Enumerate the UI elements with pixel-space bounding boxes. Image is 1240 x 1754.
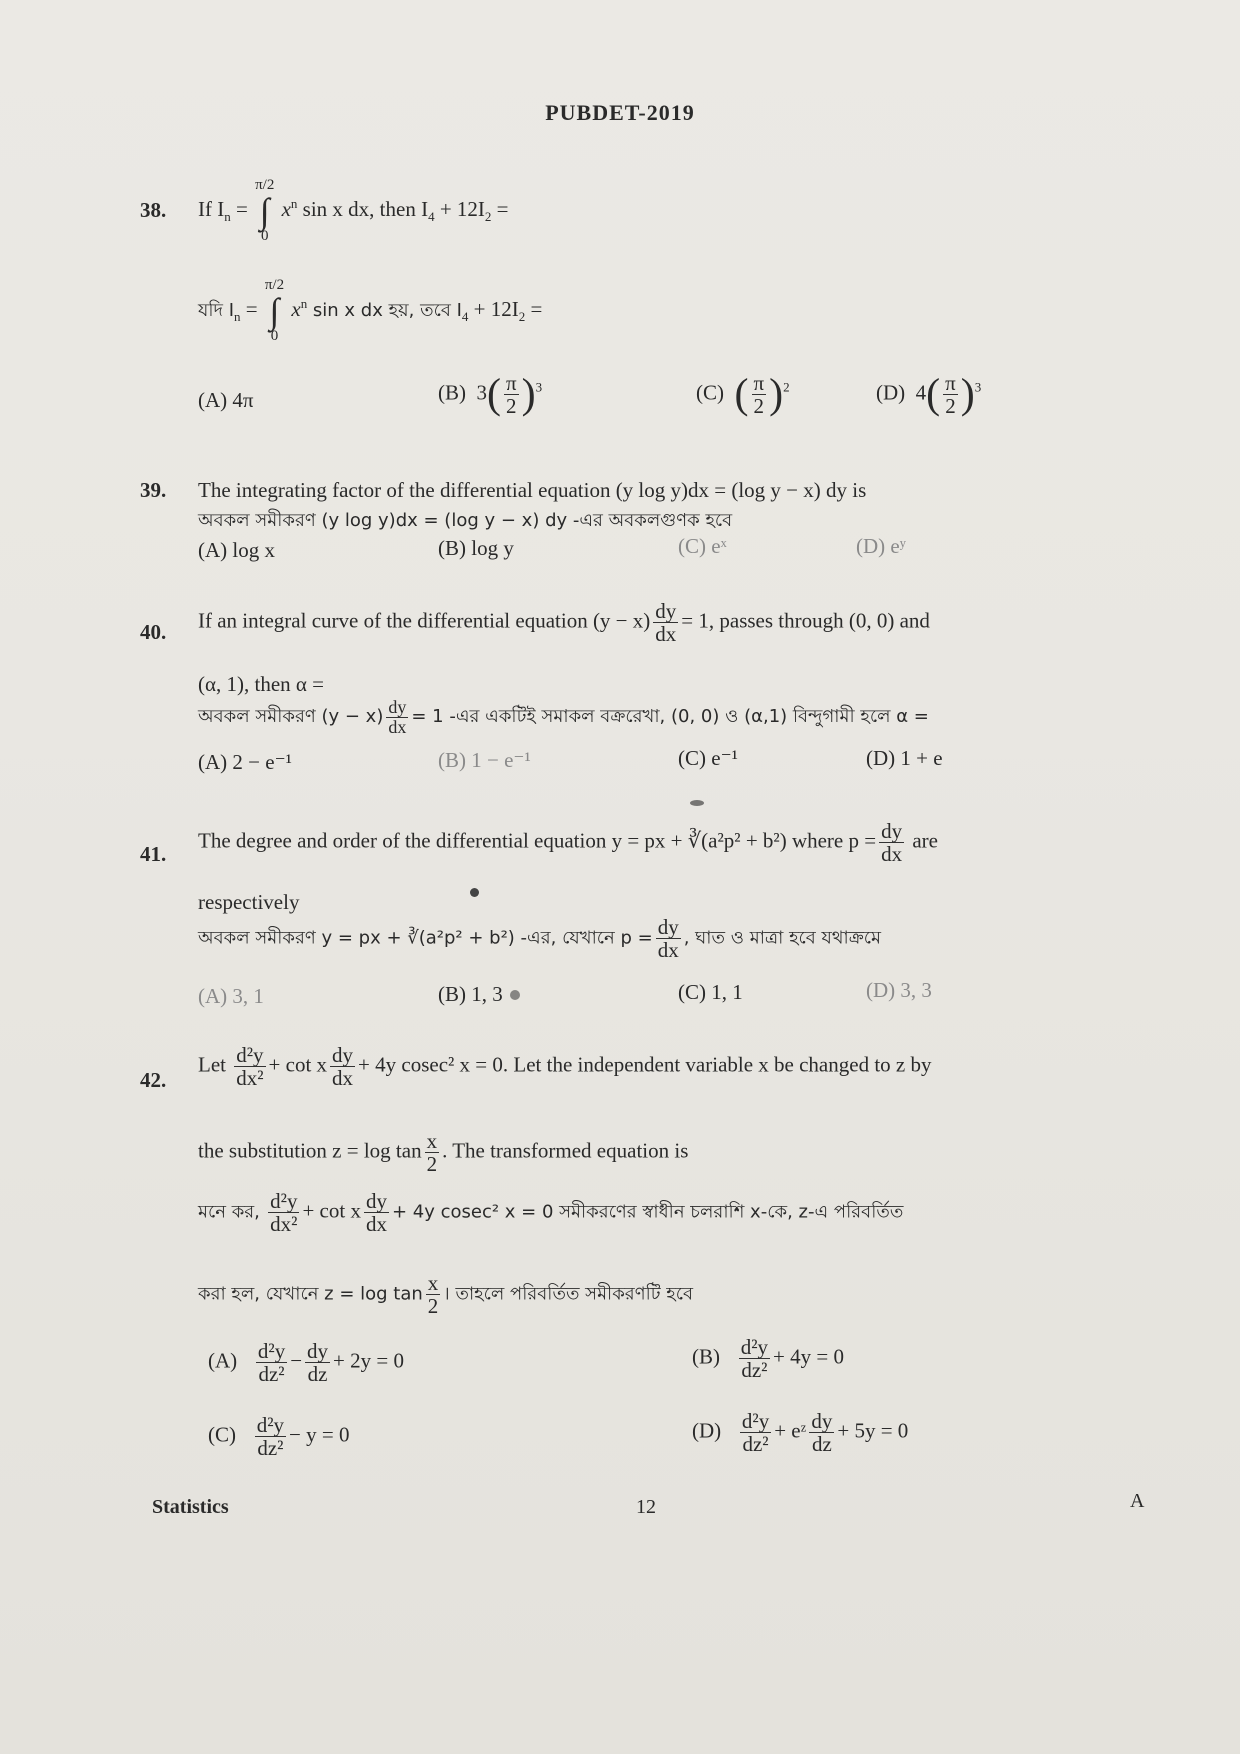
question-number: 42.	[140, 1068, 167, 1092]
ink-smudge	[510, 990, 520, 1000]
ink-smudge	[690, 800, 704, 806]
page-header: PUBDET-2019	[545, 100, 695, 125]
footer-subject: Statistics	[152, 1496, 229, 1518]
question-41	[140, 814, 1130, 1014]
question-text-bn: মনে কর, $\frac{\text{d²y}}{\text{dx²}}$ + cot x $\frac{dy}{dx}$ + 4y cosec² x = 0 সমীকরণের স্বাধীন চলরাশি x-কে, z-এ পরিবর্তিত	[198, 1189, 904, 1237]
option-b: (B) 1, 3	[438, 982, 503, 1006]
option-a: (A) 2 − e⁻¹	[198, 750, 292, 774]
question-text-bn: যদি $I_n$ = π/2 ∫ 0 $x^n$ sin x dx হয়, তবে $I_4 + 12I_2$ =	[198, 277, 543, 344]
question-39	[140, 478, 1130, 578]
question-text-en-cont: respectively	[198, 890, 300, 914]
option-c: (C) ( $\frac{\pi}{2}$ )$^2$	[696, 371, 790, 419]
integral-sign: π/2 ∫ 0	[255, 177, 275, 244]
question-40	[140, 596, 1130, 776]
footer-set-code: A	[1130, 1490, 1145, 1512]
option-c: (C) e⁻¹	[678, 746, 738, 770]
question-text-bn-cont: করা হল, যেখানে z = log tan $\frac{x}{2}$ । তাহলে পরিবর্তিত সমীকরণটি হবে	[198, 1271, 693, 1319]
option-c: (C) $\frac{\text{d²y}}{\text{dz²}}$ − y = 0	[208, 1413, 350, 1461]
option-a: (A) 4π	[198, 388, 254, 412]
option-b: (B) 3( $\frac{\pi}{2}$ )$^3$	[438, 371, 543, 419]
question-number: 38.	[140, 198, 167, 222]
option-d: (D) 1 + e	[866, 746, 943, 770]
question-text-bn: অবকল সমীকরণ (y − x) $\frac{dy}{dx}$ = 1 -এর একটিই সমাকল বক্ররেখা, (0, 0) ও (α,1) বিন্দুগামী হলে α =	[198, 697, 929, 737]
question-number: 39.	[140, 478, 167, 502]
integral-sign: π/2 ∫ 0	[264, 277, 285, 344]
footer-page-number: 12	[636, 1496, 656, 1518]
option-c: (C) 1, 1	[678, 980, 743, 1004]
question-number: 41.	[140, 842, 167, 866]
option-d: (D) eʸ	[856, 534, 906, 558]
question-text-en: Let $\frac{\text{d²y}}{\text{dx²}}$ + cot x $\frac{dy}{dx}$ + 4y cosec² x = 0. Let the independent variable x be changed to z by	[198, 1043, 932, 1091]
option-d: (D) 4( $\frac{\pi}{2}$ )$^3$	[876, 371, 982, 419]
question-text-en: If an integral curve of the differential equation (y − x) $\frac{dy}{dx}$ = 1, passes through (0, 0) and	[198, 599, 930, 647]
question-text-en: The integrating factor of the differential equation (y log y)dx = (log y − x) dy is	[198, 478, 867, 502]
question-42	[140, 1040, 1130, 1480]
question-text-en-cont: (α, 1), then α =	[198, 672, 324, 696]
question-text-bn: অবকল সমীকরণ y = px + ∛(a²p² + b²) -এর, যেখানে p = $\frac{dy}{dx}$ , ঘাত ও মাত্রা হবে যথাক্রমে	[198, 915, 882, 963]
question-text-bn: অবকল সমীকরণ (y log y)dx = (log y − x) dy -এর অবকলগুণক হবে	[198, 510, 733, 531]
option-d: (D) 3, 3	[866, 978, 932, 1002]
question-text-en-cont: the substitution z = log tan $\frac{x}{2}$ . The transformed equation is	[198, 1129, 689, 1177]
option-a: (A) log x	[198, 538, 275, 562]
question-number: 40.	[140, 620, 167, 644]
question-38	[140, 160, 1130, 419]
option-b: (B) 1 − e⁻¹	[438, 748, 531, 772]
option-a: (A) 3, 1	[198, 984, 264, 1008]
question-text-en: If $I_n$ = π/2 ∫ 0 $x^n$ sin x dx, then $I_4 + 12I_2$ =	[198, 177, 509, 244]
option-b: (B) $\frac{\text{d²y}}{\text{dz²}}$ + 4y = 0	[692, 1335, 844, 1383]
ink-smudge	[470, 888, 479, 897]
question-text-en: The degree and order of the differential equation y = px + ∛(a²p² + b²) where p = $\frac{dy}{dx}$ are	[198, 819, 938, 867]
option-d: (D) $\frac{\text{d²y}}{\text{dz²}}$ + eᶻ $\frac{dy}{dz}$ + 5y = 0	[692, 1409, 909, 1457]
option-b: (B) log y	[438, 536, 514, 560]
option-a: (A) $\frac{\text{d²y}}{\text{dz²}}$ − $\frac{dy}{dz}$ + 2y = 0	[208, 1339, 404, 1387]
option-c: (C) eˣ	[678, 534, 727, 558]
